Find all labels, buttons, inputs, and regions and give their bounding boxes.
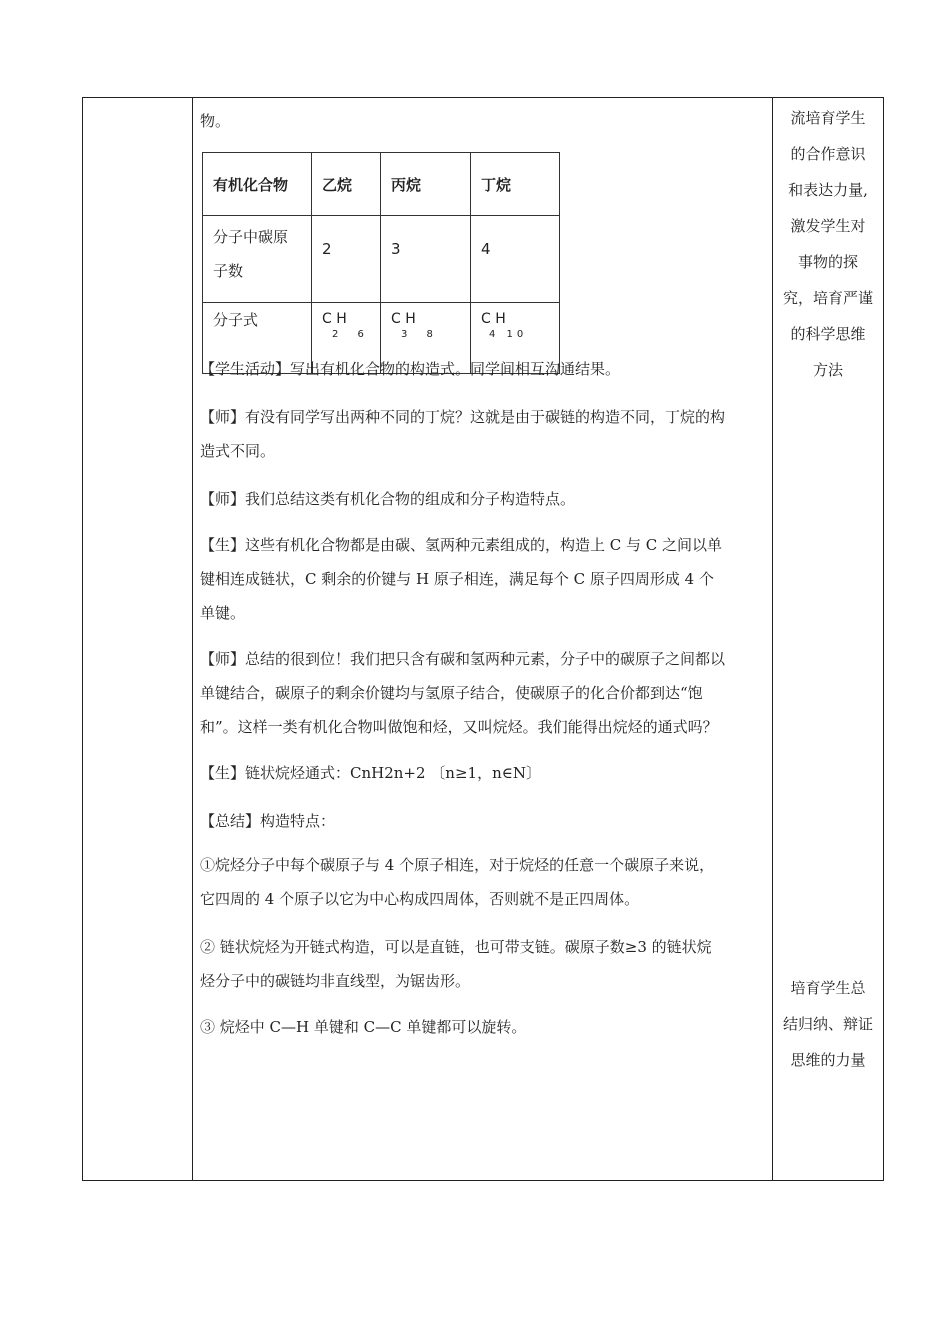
molecular-formula: C H 3 8	[381, 303, 471, 374]
column-divider-right	[772, 97, 773, 1181]
carbon-count: 4	[471, 216, 560, 303]
table-row-label: 分子式	[203, 303, 312, 374]
paragraph-student-answer: 【生】这些有机化合物都是由碳、氢两种元素组成的，构造上 C 与 C 之间以单 键相连成链状，C 剩余的价键与 H 原子相连，满足每个 C 原子四周形成 4 个 单键。	[200, 536, 723, 622]
side-note-reasoning: 培育学生总 结归纳、辩证 思维的力量	[782, 979, 873, 1069]
table-header: 有机化合物	[203, 153, 312, 216]
list-item: ③ 烷烃中 C—H 单键和 C—C 单键都可以旋转。	[200, 1018, 527, 1036]
paragraph-teacher-summary: 【师】我们总结这类有机化合物的组成和分子构造特点。	[200, 490, 576, 508]
intro-text: 物。	[200, 112, 231, 130]
paragraph-teacher-question: 【师】有没有同学写出两种不同的丁烷？这就是由于碳链的构造不同，丁烷的构 造式不同。	[200, 408, 726, 460]
list-item: ② 链状烷烃为开链式构造，可以是直链，也可带支链。碳原子数≥3 的链状烷 烃分子中的碳链均非直线型，为锯齿形。	[200, 938, 712, 990]
paragraph-student-activity: 【学生活动】写出有机化合物的构造式。同学间相互沟通结果。	[200, 360, 621, 378]
paragraph-general-formula: 【生】链状烷烃通式：CnH2n+2 〔n≥1，n∈N〕	[200, 764, 541, 782]
paragraph-teacher-definition: 【师】总结的很到位！我们把只含有碳和氢两种元素，分子中的碳原子之间都以 单键结合，碳原子的剩余价键均与氢原子结合，使碳原子的化合价都到达“饱 和”。这样一类有机化合物叫做饱和烃，又叫烷烃。我们能得出烷烃的通式吗？	[200, 650, 726, 736]
list-item: ①烷烃分子中每个碳原子与 4 个原子相连，对于烷烃的任意一个碳原子来说， 它四周的 4 个原子以它为中心构成四周体，否则就不是正四周体。	[200, 856, 715, 908]
alkane-table	[202, 152, 560, 374]
table-header: 丁烷	[471, 153, 560, 216]
table-header: 乙烷	[312, 153, 381, 216]
table-header: 丙烷	[381, 153, 471, 216]
paragraph-summary-heading: 【总结】构造特点：	[200, 812, 336, 830]
column-divider-left	[192, 97, 193, 1181]
carbon-count: 2	[312, 216, 381, 303]
molecular-formula: C H 4 10	[471, 303, 560, 374]
table-row-label: 分子中碳原 子数	[203, 216, 312, 303]
carbon-count: 3	[381, 216, 471, 303]
molecular-formula: C H 2 6	[312, 303, 381, 374]
side-note-cooperation: 流培育学生 的合作意识 和表达力量, 激发学生对 事物的探 究，培育严谨 的科学思维 方法	[782, 109, 873, 379]
